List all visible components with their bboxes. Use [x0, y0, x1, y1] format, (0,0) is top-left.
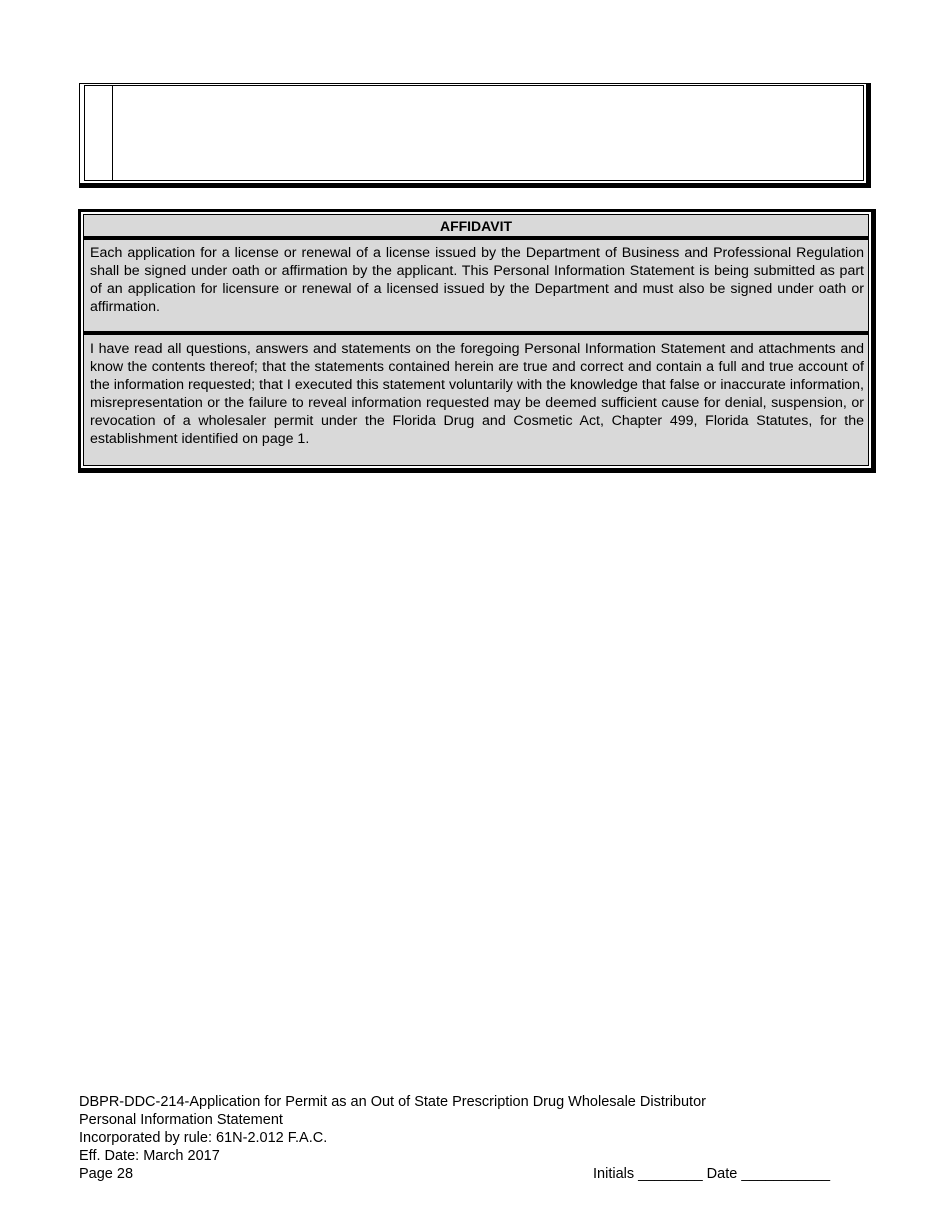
- empty-table-box: [79, 83, 871, 188]
- footer-form-title: DBPR-DDC-214-Application for Permit as an Out of State Prescription Drug Wholesale Distributor: [79, 1094, 706, 1110]
- table-column-divider: [112, 85, 113, 181]
- affidavit-paragraph-1: Each application for a license or renewal of a license issued by the Department of Business and Professional Regulation shall be signed under oath or affirmation by the applicant. This Personal Information Statement is being submitted as part of an application for licensure or renewal of a licensed issued by the Department and must also be signed under oath or affirmation.: [90, 245, 864, 315]
- affidavit-divider: [84, 331, 868, 335]
- affidavit-title: AFFIDAVIT: [84, 215, 868, 240]
- empty-table-inner: [84, 85, 864, 181]
- footer-eff-date: Eff. Date: March 2017: [79, 1148, 220, 1164]
- initials-date-line: Initials ________ Date ___________: [593, 1166, 831, 1182]
- footer-page-number: Page 28: [79, 1166, 134, 1182]
- affidavit-paragraph-2: I have read all questions, answers and statements on the foregoing Personal Information Statement and attachments and know the contents thereof; that the statements contained herein are true and correct and contain a full and true account of the information requested; that I executed this statement voluntarily with the knowledge that false or inaccurate information, misrepresentation or the failure to reveal information requested may be deemed sufficient cause for denial, suspension, or revocation of a wholesaler permit under the Florida Drug and Cosmetic Act, Chapter 499, Florida Statutes, for the establishment identified on page 1.: [90, 341, 864, 447]
- footer-rule: Incorporated by rule: 61N-2.012 F.A.C.: [79, 1130, 328, 1146]
- affidavit-section: [78, 209, 876, 473]
- affidavit-panel: [83, 214, 869, 466]
- footer-subtitle: Personal Information Statement: [79, 1112, 283, 1128]
